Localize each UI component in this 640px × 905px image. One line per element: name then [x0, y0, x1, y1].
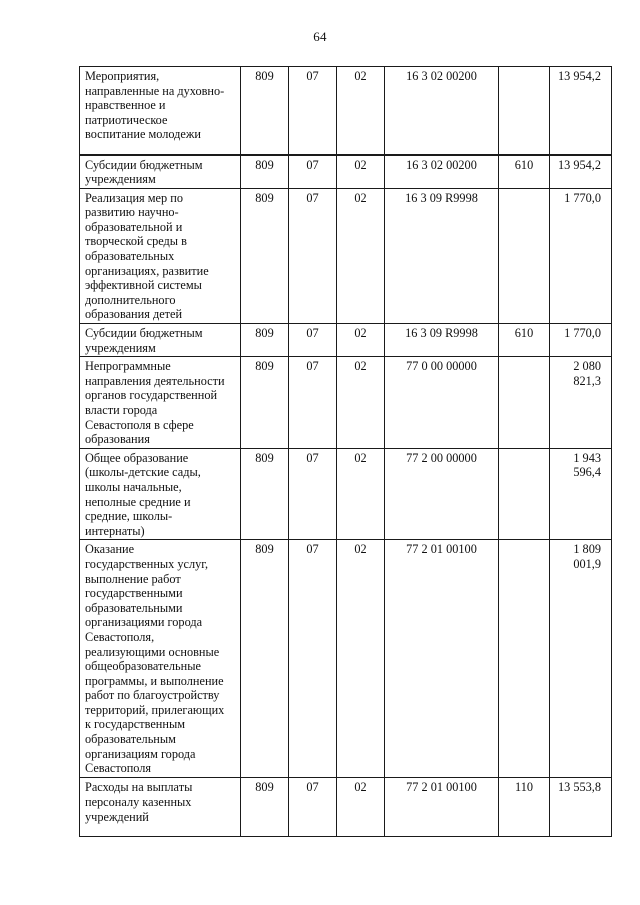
row-name-cell: Субсидии бюджетным учреждениям — [80, 324, 241, 357]
section-code-cell: 07 — [289, 67, 337, 155]
ministry-code-cell: 809 — [241, 778, 289, 837]
amount-cell: 1 943 596,4 — [550, 448, 612, 540]
section-code-cell: 07 — [289, 540, 337, 778]
section-code-cell: 07 — [289, 357, 337, 449]
ministry-code-cell: 809 — [241, 67, 289, 155]
subsection-code-cell: 02 — [337, 448, 385, 540]
row-name-cell: Оказание государственных услуг, выполнение работ государственными образовательными организациями города Севастополя, реализующими основные общеобразовательные программы, и выполнение работ по благоустройству территорий, прилегающих к государственным образовательным организациям города Севастополя — [80, 540, 241, 778]
table-row — [80, 324, 612, 357]
table-row — [80, 357, 612, 449]
budget-table — [79, 66, 612, 837]
subsection-code-cell: 02 — [337, 540, 385, 778]
target-article-cell: 77 2 00 00000 — [385, 448, 499, 540]
expense-type-cell: 110 — [499, 778, 550, 837]
ministry-code-cell: 809 — [241, 357, 289, 449]
amount-cell: 1 770,0 — [550, 324, 612, 357]
subsection-code-cell: 02 — [337, 357, 385, 449]
row-name-cell: Мероприятия, направленные на духовно- нравственное и патриотическое воспитание молодежи — [80, 67, 241, 155]
amount-cell: 13 553,8 — [550, 778, 612, 837]
section-code-cell: 07 — [289, 448, 337, 540]
amount-cell: 13 954,2 — [550, 67, 612, 155]
expense-type-cell: 610 — [499, 324, 550, 357]
subsection-code-cell: 02 — [337, 324, 385, 357]
subsection-code-cell: 02 — [337, 155, 385, 189]
row-name-cell: Субсидии бюджетным учреждениям — [80, 155, 241, 189]
target-article-cell: 77 2 01 00100 — [385, 778, 499, 837]
expense-type-cell — [499, 448, 550, 540]
row-name-cell: Общее образование (школы-детские сады, школы начальные, неполные средние и средние, школы- интернаты) — [80, 448, 241, 540]
table-row — [80, 155, 612, 189]
amount-cell: 2 080 821,3 — [550, 357, 612, 449]
amount-cell: 1 770,0 — [550, 188, 612, 323]
target-article-cell: 16 3 09 R9998 — [385, 324, 499, 357]
expense-type-cell — [499, 67, 550, 155]
expense-type-cell — [499, 357, 550, 449]
row-name-cell: Расходы на выплаты персоналу казенных учреждений — [80, 778, 241, 837]
table-row — [80, 778, 612, 837]
table-row — [80, 67, 612, 155]
amount-cell: 1 809 001,9 — [550, 540, 612, 778]
ministry-code-cell: 809 — [241, 188, 289, 323]
table-row — [80, 188, 612, 323]
ministry-code-cell: 809 — [241, 155, 289, 189]
target-article-cell: 77 0 00 00000 — [385, 357, 499, 449]
ministry-code-cell: 809 — [241, 324, 289, 357]
section-code-cell: 07 — [289, 324, 337, 357]
section-code-cell: 07 — [289, 188, 337, 323]
page-number: 64 — [313, 29, 327, 44]
row-name-cell: Реализация мер по развитию научно- образовательной и творческой среды в образовательных организациях, развитие эффективной системы дополнительного образования детей — [80, 188, 241, 323]
expense-type-cell — [499, 540, 550, 778]
target-article-cell: 16 3 02 00200 — [385, 155, 499, 189]
target-article-cell: 77 2 01 00100 — [385, 540, 499, 778]
table-row — [80, 540, 612, 778]
target-article-cell: 16 3 02 00200 — [385, 67, 499, 155]
table-row — [80, 448, 612, 540]
target-article-cell: 16 3 09 R9998 — [385, 188, 499, 323]
ministry-code-cell: 809 — [241, 540, 289, 778]
expense-type-cell — [499, 188, 550, 323]
amount-cell: 13 954,2 — [550, 155, 612, 189]
subsection-code-cell: 02 — [337, 67, 385, 155]
section-code-cell: 07 — [289, 155, 337, 189]
row-name-cell: Непрограммные направления деятельности органов государственной власти города Севастополя в сфере образования — [80, 357, 241, 449]
section-code-cell: 07 — [289, 778, 337, 837]
subsection-code-cell: 02 — [337, 778, 385, 837]
ministry-code-cell: 809 — [241, 448, 289, 540]
subsection-code-cell: 02 — [337, 188, 385, 323]
expense-type-cell: 610 — [499, 155, 550, 189]
